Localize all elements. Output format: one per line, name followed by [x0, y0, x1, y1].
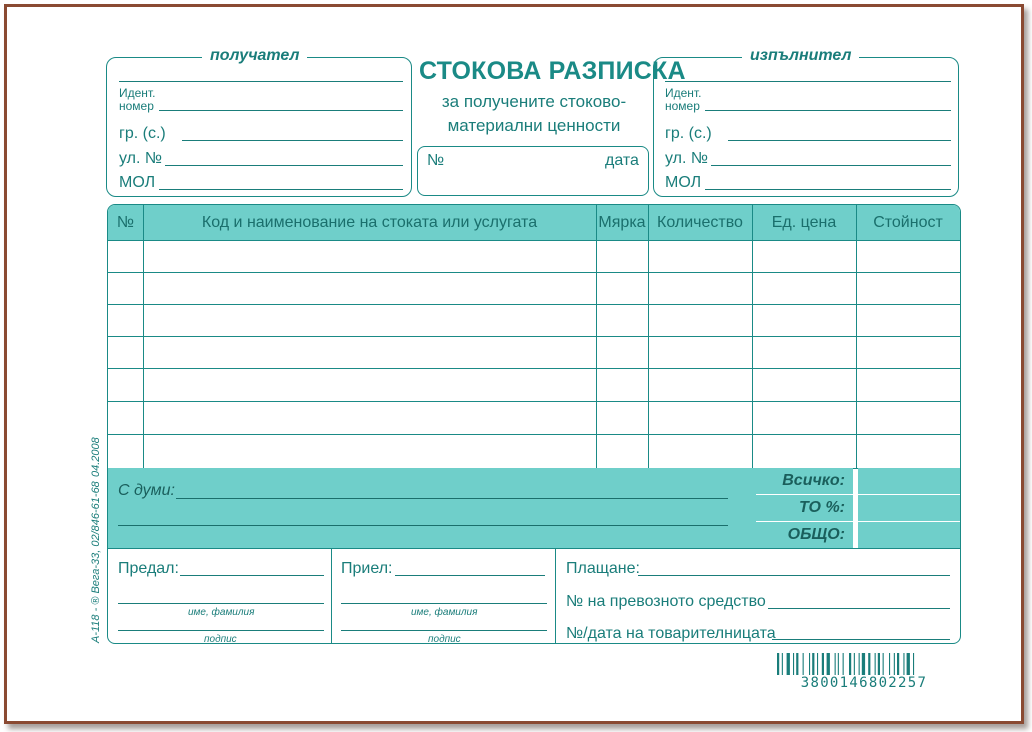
column-header-quantity: Количество	[657, 214, 743, 231]
document-subtitle-2: материални ценности	[447, 116, 621, 135]
table-row[interactable]	[108, 336, 960, 337]
column-header-unit-price: Ед. цена	[771, 214, 837, 231]
column-header-number: №	[116, 214, 135, 231]
recipient-city-label: гр. (с.)	[119, 125, 166, 142]
document-date-label: дата	[605, 152, 639, 169]
executor-city-line[interactable]	[728, 140, 951, 141]
executor-mol-label: МОЛ	[665, 174, 702, 191]
recipient-ident-number-label: номер	[119, 99, 154, 113]
column-header-description: Код и наименование на стоката или услугата	[201, 214, 538, 231]
document-frame	[4, 4, 1024, 724]
payment-label: Плащане:	[566, 560, 640, 577]
print-date-text: 04.2008	[90, 437, 102, 477]
document-number-label: №	[427, 152, 445, 169]
recipient-street-line[interactable]	[165, 165, 403, 166]
recipient-city-line[interactable]	[182, 140, 403, 141]
executor-street-line[interactable]	[711, 165, 951, 166]
payment-line[interactable]	[638, 575, 950, 576]
executor-ident-label: Идент.	[665, 86, 702, 100]
publisher-text: А-118 - ® Вега-33, 02/846-61-68	[90, 481, 102, 643]
vat-value-cell[interactable]	[858, 495, 960, 521]
executor-ident-line[interactable]	[705, 110, 951, 111]
recipient-mol-label: МОЛ	[119, 174, 156, 191]
table-row[interactable]	[108, 272, 960, 273]
receipt-form	[7, 7, 1021, 721]
executor-street-label: ул. №	[665, 150, 709, 167]
recipient-top-line[interactable]	[119, 81, 403, 82]
received-by-name-line[interactable]	[341, 603, 547, 604]
amount-in-words-line-2[interactable]	[118, 525, 728, 526]
total-label: Всичко:	[756, 468, 853, 494]
vehicle-number-line[interactable]	[768, 608, 950, 609]
barcode-number: 3800146802257	[773, 675, 955, 691]
totals-area	[756, 468, 960, 548]
totals-bottom-line	[108, 548, 960, 549]
amount-in-words-line-1[interactable]	[176, 498, 728, 499]
footer-divider	[555, 548, 556, 643]
executor-legend: изпълнител	[742, 47, 859, 65]
received-by-signature-line[interactable]	[341, 630, 547, 631]
vehicle-number-label: № на превозното средство	[566, 593, 766, 610]
received-by-line[interactable]	[395, 575, 545, 576]
table-row[interactable]	[108, 240, 960, 241]
table-row[interactable]	[108, 401, 960, 402]
footer-divider	[331, 548, 332, 643]
table-row[interactable]	[108, 368, 960, 369]
handed-by-name-line[interactable]	[118, 603, 324, 604]
recipient-ident-label: Идент.	[119, 86, 156, 100]
document-subtitle-1: за получените стоково-	[441, 92, 627, 111]
grand-total-value-cell[interactable]	[858, 522, 960, 548]
handed-by-signature-hint: подпис	[204, 634, 237, 644]
received-by-signature-hint: подпис	[428, 634, 461, 644]
column-header-unit: Мярка	[598, 214, 646, 231]
handed-by-label: Предал:	[118, 560, 179, 577]
handed-by-line[interactable]	[180, 575, 324, 576]
amount-in-words-label: С думи:	[118, 482, 175, 499]
recipient-legend: получател	[202, 47, 307, 65]
recipient-ident-line[interactable]	[159, 110, 403, 111]
waybill-line[interactable]	[772, 639, 950, 640]
executor-ident-number-label: номер	[665, 99, 700, 113]
table-row[interactable]	[108, 304, 960, 305]
column-header-value: Стойност	[873, 214, 943, 231]
document-title: СТОКОВА РАЗПИСКА	[419, 57, 686, 85]
recipient-mol-line[interactable]	[159, 189, 403, 190]
total-value-cell[interactable]	[858, 468, 960, 494]
waybill-label: №/дата на товарителницата	[566, 625, 776, 642]
executor-mol-line[interactable]	[705, 189, 951, 190]
executor-city-label: гр. (с.)	[665, 125, 712, 142]
handed-by-name-hint: име, фамилия	[188, 607, 255, 618]
amount-in-words-area	[108, 468, 756, 548]
executor-top-line[interactable]	[665, 81, 951, 82]
table-header	[108, 205, 960, 240]
grand-total-label: ОБЩО:	[756, 522, 853, 548]
handed-by-signature-line[interactable]	[118, 630, 324, 631]
table-row[interactable]	[108, 434, 960, 435]
received-by-label: Приел:	[341, 560, 393, 577]
recipient-street-label: ул. №	[119, 150, 163, 167]
received-by-name-hint: име, фамилия	[411, 607, 478, 618]
vat-label: ТО %:	[756, 495, 853, 521]
goods-table	[107, 204, 961, 644]
